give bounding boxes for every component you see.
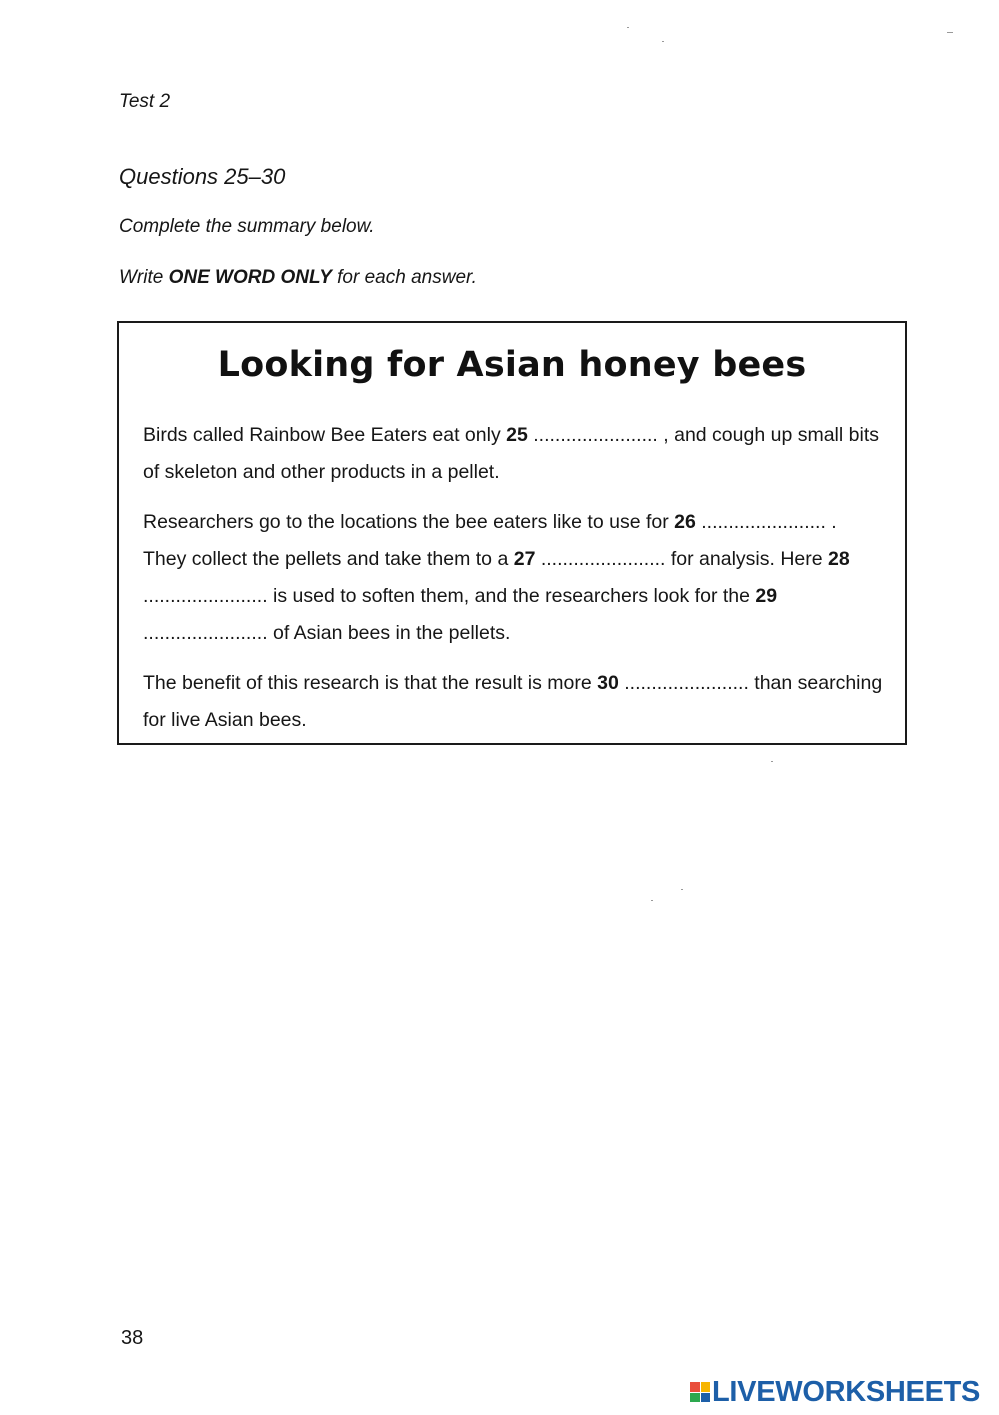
summary-title: Looking for Asian honey bees [217, 345, 807, 385]
summary-paragraph-1 [143, 417, 883, 491]
question-number-30: 30 [597, 672, 619, 694]
question-number-28: 28 [828, 548, 850, 570]
page-number: 38 [121, 1327, 144, 1349]
answer-blank-28[interactable]: ....................... is used to soften them, and the researchers look for the [143, 585, 756, 607]
logo-tile-icon [690, 1382, 700, 1392]
liveworksheets-brand-text: LIVEWORKSHEETS [712, 1375, 981, 1408]
logo-tile-icon [701, 1393, 711, 1403]
liveworksheets-logo-icon [690, 1382, 710, 1402]
question-number-26: 26 [674, 511, 696, 533]
summary-paragraph-2 [143, 504, 883, 652]
question-number-25: 25 [506, 424, 528, 446]
instruction-complete: Complete the summary below. [119, 216, 375, 237]
paragraph-text: Birds called Rainbow Bee Eaters eat only [143, 424, 507, 446]
answer-blank-25[interactable]: ....................... , and cough up small bits of skeleton and other products in a pellet. [143, 424, 879, 483]
answer-blank-30[interactable]: ....................... than searching for live Asian bees. [143, 672, 883, 731]
instruction-write [119, 267, 477, 289]
answer-blank-27[interactable]: ....................... for analysis. Here [535, 548, 829, 570]
answer-blank-26[interactable]: ....................... . They collect the pellets and take them to a [143, 511, 837, 570]
summary-paragraph-3 [143, 665, 883, 739]
question-number-27: 27 [513, 548, 536, 570]
paragraph-text: Researchers go to the locations the bee eaters like to use for [143, 511, 675, 533]
logo-tile-icon [701, 1382, 711, 1392]
answer-blank-29[interactable]: ....................... of Asian bees in the pellets. [143, 622, 511, 644]
logo-tile-icon [690, 1393, 700, 1403]
paragraph-text: The benefit of this research is that the result is more [143, 672, 598, 694]
summary-box [117, 321, 907, 745]
questions-heading: Questions 25–30 [119, 164, 286, 189]
instruction-write-prefix: Write [119, 267, 169, 288]
liveworksheets-logo[interactable] [690, 1375, 980, 1409]
test-label: Test 2 [119, 91, 171, 112]
instruction-write-suffix: for each answer. [331, 267, 477, 288]
question-number-29: 29 [755, 585, 778, 607]
instruction-word-limit: ONE WORD ONLY [168, 267, 332, 288]
